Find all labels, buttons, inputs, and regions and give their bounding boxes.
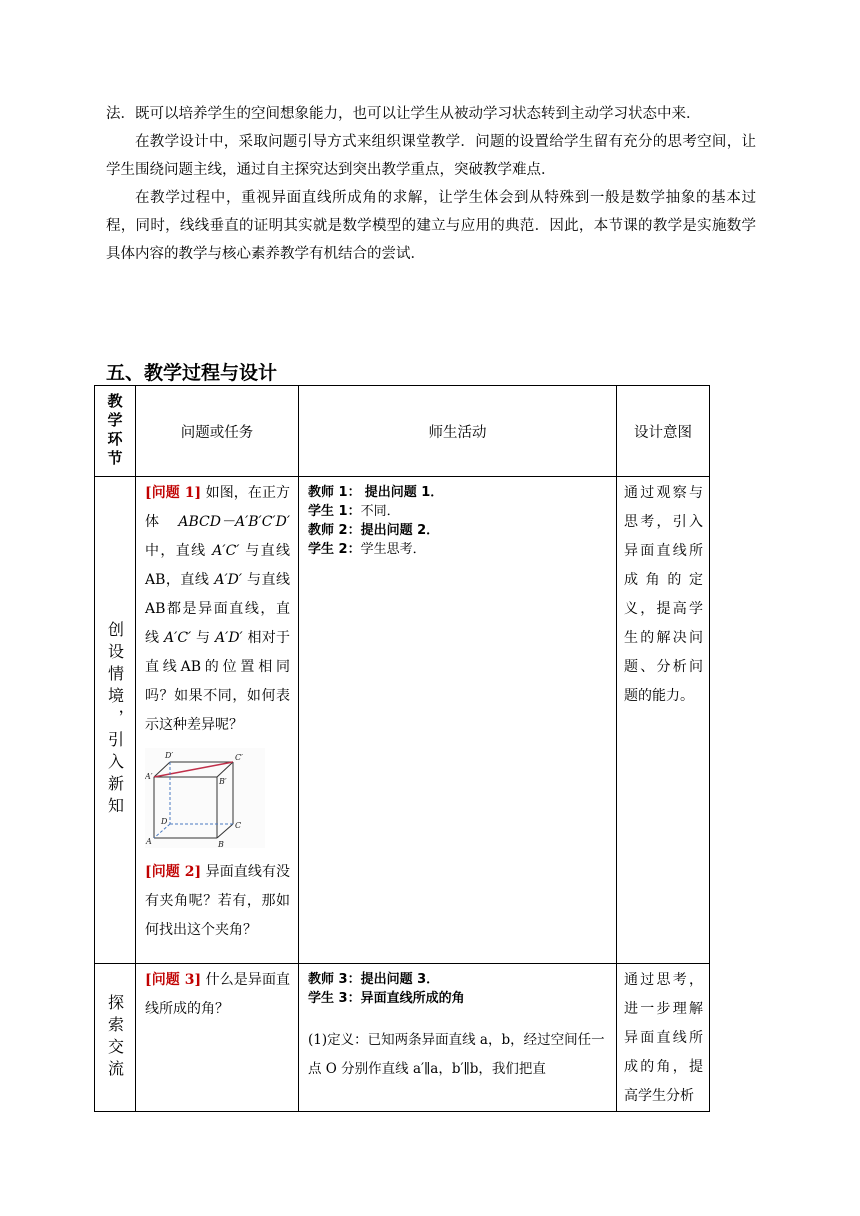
intent-cell: 通过思考，进一步理解异面直线所成的角，提高学生分析 <box>617 964 710 1112</box>
activity-line: 学生 3：异面直线所成的角 <box>308 991 465 1006</box>
cube-label-d: D <box>161 817 168 826</box>
cube-label-a1: A′ <box>145 772 153 781</box>
stage-label: 探索交流 <box>105 993 125 1082</box>
cube-figure <box>145 748 265 848</box>
cube-label-d1: D′ <box>165 751 174 760</box>
math-expression: A′D′ <box>215 630 243 646</box>
header-question: 问题或任务 <box>136 386 299 477</box>
section-title: 五、教学过程与设计 <box>106 362 278 384</box>
stage-cell <box>95 477 136 964</box>
teaching-process-table <box>94 385 710 1112</box>
question-text: 与直线AB，直线 <box>145 543 291 588</box>
header-intent: 设计意图 <box>617 386 710 477</box>
question-tag: [问题 3] <box>145 972 202 988</box>
stage-label: 创设情境，引入新知 <box>105 621 125 819</box>
definition-text: (1)定义：已知两条异面直线 a，b，经过空间任一点 O 分别作直线 a′∥a，b′∥b，我们把直 <box>308 1032 605 1077</box>
table-row <box>95 477 710 964</box>
stage-cell <box>95 964 136 1112</box>
question-text: 中，直线 <box>145 543 207 559</box>
body-paragraph-2: 在教学设计中，采取问题引导方式来组织课堂教学．问题的设置给学生留有充分的思考空间，让学生围绕问题主线，通过自主探究达到突出教学重点，突破教学难点． <box>106 134 756 178</box>
activity-cell <box>299 964 617 1112</box>
activity-line: 教师 1： 提出问题 1． <box>308 485 444 500</box>
question-text: 异面直线有没有夹角呢？若有，那如何找出这个夹角？ <box>145 864 291 938</box>
question-text: 如图，在正方体 <box>145 485 291 530</box>
math-expression: A′D′ <box>214 572 243 588</box>
activity-line: 教师 2：提出问题 2． <box>308 523 440 538</box>
cube-label-c: C <box>235 821 242 830</box>
body-paragraph-1: 法．既可以培养学生的空间想象能力，也可以让学生从被动学习状态转到主动学习状态中来． <box>106 106 701 122</box>
question-text: 什么是异面直线所成的角？ <box>145 972 291 1017</box>
question-tag: [问题 1] <box>145 485 202 501</box>
activity-line: 教师 3：提出问题 3． <box>308 972 440 987</box>
question-text: 相对于直线AB的位置相同吗？如果不同，如何表示这种差异呢？ <box>145 630 291 733</box>
activity-line: 学生 1：不同． <box>308 504 400 519</box>
body-paragraph-3: 在教学过程中，重视异面直线所成角的求解，让学生体会到从特殊到一般是数学抽象的基本过程，同时，线线垂直的证明其实就是数学模型的建立与应用的典范．因此，本节课的教学是实施数学具体内容的教学与核心素养教学有机结合的尝试． <box>106 190 756 262</box>
math-expression: A′C′ <box>212 543 240 559</box>
header-stage: 教学环节 <box>95 386 136 477</box>
question-tag: [问题 2] <box>145 864 202 880</box>
header-activity: 师生活动 <box>299 386 617 477</box>
question-text: 与直线AB都是异面直线，直线 <box>145 572 290 646</box>
cube-label-c1: C′ <box>235 753 243 762</box>
question-cell <box>136 964 299 1112</box>
math-expression: ABCD－A′B′C′D′ <box>178 514 291 530</box>
cube-label-b: B <box>218 840 224 848</box>
activity-line: 学生 2：学生思考． <box>308 542 426 557</box>
table-row <box>95 964 710 1112</box>
question-cell <box>136 477 299 964</box>
question-text: 与 <box>195 630 211 646</box>
activity-cell <box>299 477 617 964</box>
intent-cell: 通过观察与思考，引入异面直线所成角的定义，提高学生的解决问题、分析问题的能力。 <box>617 477 710 964</box>
cube-label-a: A <box>146 837 152 846</box>
table-header-row <box>95 386 710 477</box>
cube-label-b1: B′ <box>219 777 227 786</box>
math-expression: A′C′ <box>164 630 192 646</box>
